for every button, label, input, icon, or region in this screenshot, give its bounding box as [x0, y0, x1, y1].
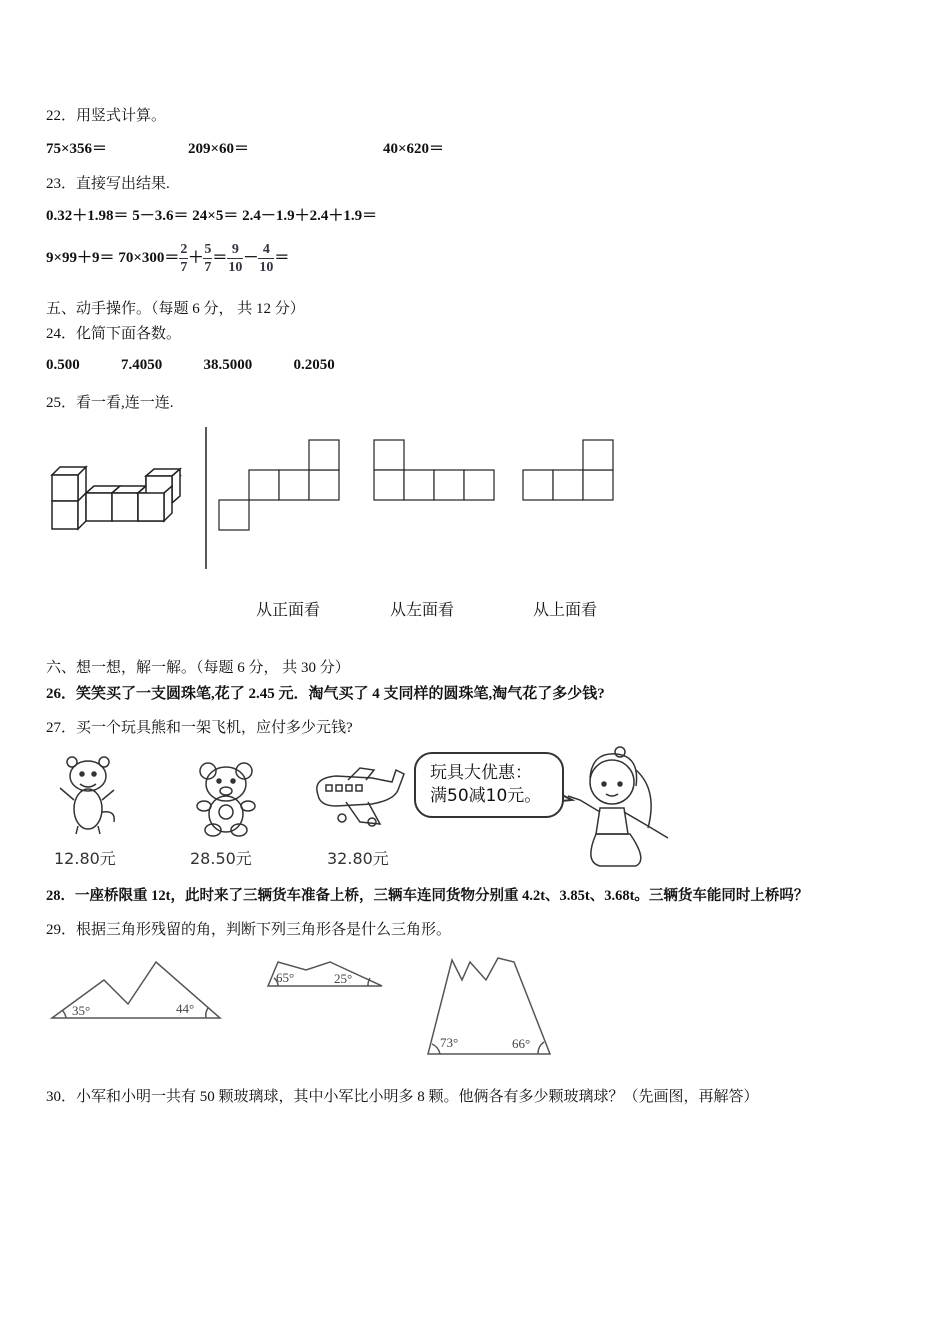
- price-tiger: 12.80元: [54, 849, 116, 868]
- q24-number: 0.2050: [293, 357, 335, 373]
- q22-title: 22．用竖式计算。: [46, 108, 167, 124]
- q24-number: 0.500: [46, 357, 80, 373]
- fraction-2-7: $\frac{2}{7}$: [180, 241, 188, 275]
- q28-text: 28．一座桥限重 12t，此时来了三辆货车准备上桥，三辆车连同货物分别重 4.2t、3.85t、3.68t。三辆货车能同时上桥吗？: [46, 888, 809, 904]
- section6-title: 六、想一想，解一解。（每题 6 分， 共 30 分）: [46, 660, 350, 676]
- plus-sign: ＋: [188, 250, 204, 266]
- angle-label: 65°: [276, 970, 295, 985]
- fraction-4-10: $\frac{4}{10}$: [259, 241, 274, 275]
- section5-title: 五、动手操作。（每题 6 分， 共 12 分）: [46, 301, 305, 317]
- fraction-5-7: $\frac{5}{7}$: [204, 241, 212, 275]
- q25-title: 25．看一看,连一连.: [46, 395, 174, 411]
- price-bear: 28.50元: [190, 849, 252, 868]
- angle-arc: [538, 1042, 544, 1054]
- q23-expr-2: 5－3.6＝: [132, 208, 189, 224]
- q23-expr-5: 9×99＋9＝: [46, 250, 115, 266]
- minus-sign: －: [243, 250, 259, 266]
- q24-title: 24．化简下面各数。: [46, 326, 182, 342]
- q22-item-1: 75×356＝: [46, 141, 108, 157]
- view-label-left: 从左面看: [390, 600, 455, 619]
- angle-label: 35°: [72, 1003, 91, 1018]
- q22-item-3: 40×620＝: [383, 141, 445, 157]
- q30-text: 30．小军和小明一共有 50 颗玻璃球，其中小军比小明多 8 颗。他俩各有多少颗玻璃球？（先画图，再解答）: [46, 1089, 759, 1105]
- angle-arc: [62, 1010, 66, 1018]
- angle-arc: [206, 1008, 208, 1018]
- angle-label: 25°: [334, 971, 353, 986]
- angle-label: 44°: [176, 1001, 195, 1016]
- q23-expr-6: 70×300＝: [118, 250, 180, 266]
- promo-line-1: 玩具大优惠：: [430, 763, 532, 783]
- angle-label: 66°: [512, 1036, 531, 1051]
- view-label-front: 从正面看: [256, 600, 321, 619]
- q24-number: 7.4050: [121, 357, 163, 373]
- angle-label: 73°: [440, 1035, 459, 1050]
- price-airplane: 32.80元: [327, 849, 389, 868]
- promo-line-2: 满50减10元。: [430, 785, 542, 806]
- angle-arc: [432, 1044, 440, 1054]
- fraction-9-10: $\frac{9}{10}$: [228, 241, 243, 275]
- q23-title: 23．直接写出结果.: [46, 176, 170, 192]
- q23-expr-1: 0.32＋1.98＝: [46, 208, 129, 224]
- view-label-top: 从上面看: [533, 600, 598, 619]
- equals-sign: ＝: [212, 250, 228, 266]
- q26-text: 26．笑笑买了一支圆珠笔,花了 2.45 元．淘气买了 4 支同样的圆珠笔,淘气花了多少钱?: [46, 686, 605, 702]
- q23-expr-4: 2.4－1.9＋2.4＋1.9＝: [242, 208, 378, 224]
- q24-number: 38.5000: [203, 357, 253, 373]
- q23-expr-3: 24×5＝: [192, 208, 239, 224]
- q27-title: 27．买一个玩具熊和一架飞机，应付多少元钱?: [46, 720, 353, 736]
- q29-title: 29．根据三角形残留的角，判断下列三角形各是什么三角形。: [46, 922, 452, 938]
- q22-item-2: 209×60＝: [188, 141, 250, 157]
- equals-sign: ＝: [274, 250, 290, 266]
